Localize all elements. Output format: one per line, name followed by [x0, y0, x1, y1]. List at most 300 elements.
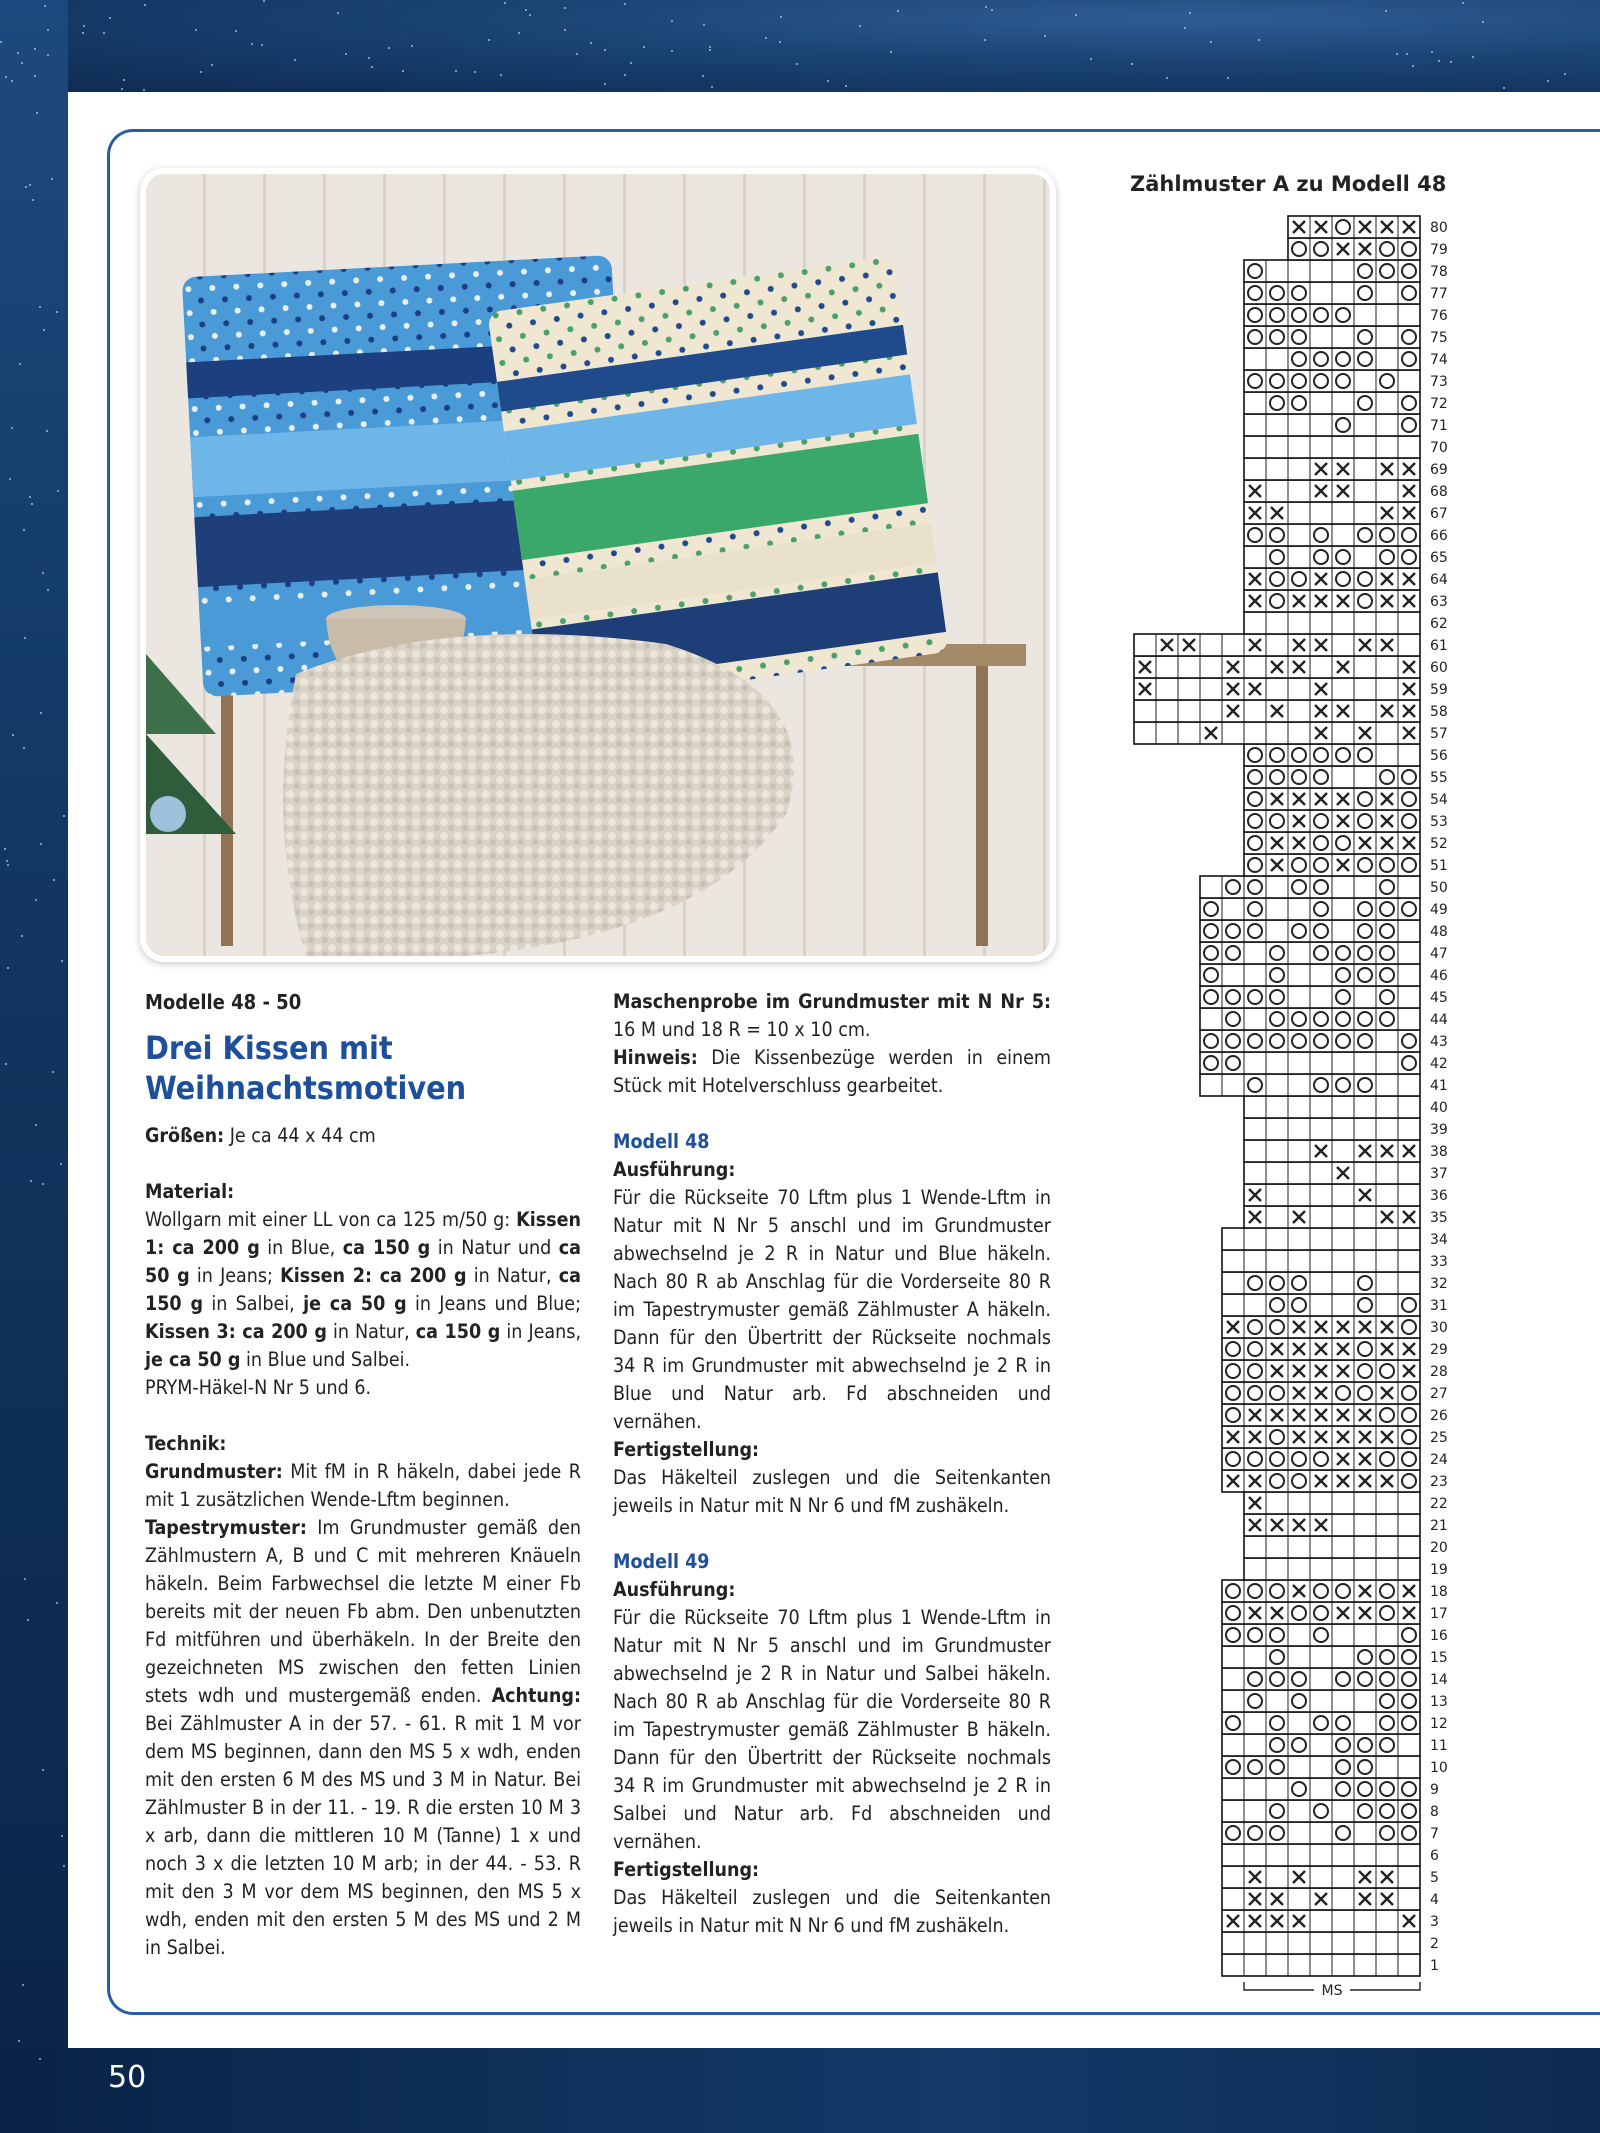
chart-row-number: 78: [1430, 264, 1448, 280]
background-left: [0, 0, 68, 2133]
chart-cell: [1288, 964, 1310, 986]
chart-cell: [1354, 1844, 1376, 1866]
chart-cell: [1288, 942, 1310, 964]
chart-cell: [1332, 1646, 1354, 1668]
chart-cell: [1376, 1030, 1398, 1052]
chart-cell: [1398, 744, 1420, 766]
chart-cell: [1398, 1008, 1420, 1030]
chart-row-number: 33: [1430, 1254, 1448, 1270]
ms-label: MS: [1321, 1983, 1343, 1999]
background-top: [0, 0, 1600, 92]
modell-49-heading: Modell 49: [613, 1550, 710, 1573]
modell-49-fertigstellung-label: Fertigstellung:: [613, 1858, 760, 1881]
chart-cell: [1288, 1800, 1310, 1822]
chart-cell: [1354, 1536, 1376, 1558]
chart-row-number: 66: [1430, 528, 1448, 544]
chart-cell: [1332, 1536, 1354, 1558]
chart-cell: [1354, 1250, 1376, 1272]
chart-row-number: 44: [1430, 1012, 1448, 1028]
chart-cell: [1222, 722, 1244, 744]
maschenprobe-paragraph: Maschenprobe im Grundmuster mit N Nr 5: 16 M und 18 R = 10 x 10 cm.: [613, 990, 1051, 1041]
chart-cell: [1266, 1228, 1288, 1250]
chart-cell: [1398, 1096, 1420, 1118]
chart-cell: [1332, 1954, 1354, 1976]
chart-cell: [1288, 700, 1310, 722]
chart-cell: [1376, 282, 1398, 304]
chart-cell: [1376, 1294, 1398, 1316]
chart-cell: [1244, 1932, 1266, 1954]
chart-cell: [1376, 1844, 1398, 1866]
chart-cell: [1288, 1052, 1310, 1074]
chart-cell: [1398, 876, 1420, 898]
chart-cell: [1178, 700, 1200, 722]
chart-cell: [1288, 436, 1310, 458]
chart-cell: [1266, 920, 1288, 942]
chart-cell: [1266, 1162, 1288, 1184]
chart-cell: [1376, 1954, 1398, 1976]
chart-cell: [1266, 1954, 1288, 1976]
chart-cell: [1178, 678, 1200, 700]
chart-cell: [1398, 1734, 1420, 1756]
chart-cell: [1398, 612, 1420, 634]
chart-cell: [1222, 1734, 1244, 1756]
chart-row-number: 59: [1430, 682, 1448, 698]
chart-cell: [1288, 1646, 1310, 1668]
chart-cell: [1288, 1250, 1310, 1272]
chart-cell: [1288, 414, 1310, 436]
chart-cell: [1332, 260, 1354, 282]
chart-cell: [1244, 656, 1266, 678]
chart-cell: [1398, 1558, 1420, 1580]
chart-cell: [1310, 1162, 1332, 1184]
chart-cell: [1288, 1624, 1310, 1646]
chart-cell: [1288, 1756, 1310, 1778]
chart-cell: [1310, 392, 1332, 414]
chart-cell: [1398, 1228, 1420, 1250]
modell-48-ausfuehrung-label: Ausführung:: [613, 1158, 736, 1181]
chart-cell: [1332, 1294, 1354, 1316]
title-line-1: Drei Kissen mit: [145, 1029, 393, 1067]
chart-cell: [1310, 1536, 1332, 1558]
chart-cell: [1222, 1668, 1244, 1690]
chart-cell: [1310, 1096, 1332, 1118]
chart-cell: [1376, 1228, 1398, 1250]
chart-cell: [1332, 524, 1354, 546]
chart-row-number: 80: [1430, 220, 1448, 236]
chart-cell: [1266, 480, 1288, 502]
chart-cell: [1310, 1118, 1332, 1140]
chart-row-number: 30: [1430, 1320, 1448, 1336]
chart-cell: [1310, 1294, 1332, 1316]
chart-row-number: 42: [1430, 1056, 1448, 1072]
chart-row-number: 14: [1430, 1672, 1448, 1688]
chart-cell: [1354, 370, 1376, 392]
chart-cell: [1354, 1712, 1376, 1734]
chart-cell: [1398, 1272, 1420, 1294]
chart-cell: [1376, 1932, 1398, 1954]
chart-cell: [1398, 370, 1420, 392]
chart-cell: [1288, 722, 1310, 744]
chart-cell: [1244, 1844, 1266, 1866]
chart-cell: [1376, 392, 1398, 414]
chart-cell: [1332, 1228, 1354, 1250]
chart-cell: [1332, 1052, 1354, 1074]
chart-cell: [1310, 1756, 1332, 1778]
chart-cell: [1266, 1558, 1288, 1580]
chart-cell: [1376, 414, 1398, 436]
chart-row-number: 39: [1430, 1122, 1448, 1138]
chart-cell: [1244, 1536, 1266, 1558]
chart-cell: [1332, 678, 1354, 700]
chart-cell: [1266, 1118, 1288, 1140]
chart-cell: [1222, 634, 1244, 656]
chart-row-number: 8: [1430, 1804, 1439, 1820]
chart-row-number: 7: [1430, 1826, 1439, 1842]
chart-cell: [1398, 1118, 1420, 1140]
chart-cell: [1398, 986, 1420, 1008]
chart-cell: [1222, 1844, 1244, 1866]
technik-label: Technik:: [145, 1432, 227, 1455]
chart-cell: [1266, 260, 1288, 282]
chart-cell: [1332, 502, 1354, 524]
chart-cell: [1244, 1140, 1266, 1162]
chart-cell: [1134, 722, 1156, 744]
chart-cell: [1332, 920, 1354, 942]
chart-row-number: 64: [1430, 572, 1448, 588]
chart-row-number: 28: [1430, 1364, 1448, 1380]
chart-cell: [1288, 1822, 1310, 1844]
chart-cell: [1288, 1140, 1310, 1162]
chart-cell: [1134, 634, 1156, 656]
chart-cell: [1288, 480, 1310, 502]
chart-cell: [1332, 1184, 1354, 1206]
chart-cell: [1354, 656, 1376, 678]
chart-cell: [1310, 1668, 1332, 1690]
chart-cell: [1310, 1778, 1332, 1800]
chart-cell: [1288, 1492, 1310, 1514]
chart-cell: [1244, 700, 1266, 722]
chart-cell: [1398, 634, 1420, 656]
chart-cell: [1222, 1778, 1244, 1800]
chart-cell: [1310, 326, 1332, 348]
chart-cell: [1310, 656, 1332, 678]
modell-49-ausfuehrung-label: Ausführung:: [613, 1578, 736, 1601]
chart-row-number: 20: [1430, 1540, 1448, 1556]
chart-cell: [1354, 1690, 1376, 1712]
chart-cell: [1376, 744, 1398, 766]
chart-cell: [1376, 1052, 1398, 1074]
chart-row-number: 69: [1430, 462, 1448, 478]
background-bottom: [0, 2048, 1600, 2133]
chart-row-number: 49: [1430, 902, 1448, 918]
chart-cell: [1376, 1162, 1398, 1184]
chart-cell: [1222, 898, 1244, 920]
chart-cell: [1354, 612, 1376, 634]
chart-row-number: 73: [1430, 374, 1448, 390]
chart-cell: [1354, 1910, 1376, 1932]
chart-row-number: 34: [1430, 1232, 1448, 1248]
chart-row-number: 38: [1430, 1144, 1448, 1160]
chart-cell: [1310, 282, 1332, 304]
chart-row-number: 9: [1430, 1782, 1439, 1798]
chart-cell: [1222, 1646, 1244, 1668]
chart-cell: [1376, 1910, 1398, 1932]
chart-cell: [1288, 986, 1310, 1008]
chart-cell: [1354, 1514, 1376, 1536]
chart-cell: [1222, 1866, 1244, 1888]
chart-cell: [1376, 1624, 1398, 1646]
hinweis-paragraph: Hinweis: Die Kissenbezüge werden in einem Stück mit Hotelverschluss gearbeitet.: [613, 1046, 1051, 1097]
chart-cell: [1332, 876, 1354, 898]
title-line-2: Weihnachtsmotiven: [145, 1069, 467, 1107]
chart-cell: [1310, 1250, 1332, 1272]
chart-row-number: 63: [1430, 594, 1448, 610]
chart-row-number: 21: [1430, 1518, 1448, 1534]
chart-cell: [1310, 964, 1332, 986]
chart-cell: [1288, 1844, 1310, 1866]
chart-row-number: 65: [1430, 550, 1448, 566]
chart-cell: [1310, 986, 1332, 1008]
chart-cell: [1200, 634, 1222, 656]
chart-cell: [1288, 898, 1310, 920]
chart-cell: [1332, 1118, 1354, 1140]
chart-cell: [1332, 722, 1354, 744]
chart-cell: [1354, 502, 1376, 524]
chart-cell: [1266, 348, 1288, 370]
chart-row-number: 68: [1430, 484, 1448, 500]
chart-cell: [1332, 1910, 1354, 1932]
chart-cell: [1310, 502, 1332, 524]
chart-cell: [1332, 326, 1354, 348]
chart-cell: [1288, 524, 1310, 546]
chart-cell: [1222, 1074, 1244, 1096]
material-label: Material:: [145, 1180, 235, 1203]
chart-cell: [1244, 1118, 1266, 1140]
chart-cell: [1376, 722, 1398, 744]
chart-cell: [1288, 1162, 1310, 1184]
chart-row-number: 60: [1430, 660, 1448, 676]
chart-cell: [1376, 1272, 1398, 1294]
chart-cell: [1244, 1250, 1266, 1272]
chart-cell: [1200, 876, 1222, 898]
modell-49-ausfuehrung-text: Für die Rückseite 70 Lftm plus 1 Wende-Lftm in Natur mit N Nr 5 anschl und im Grundmuster abwechselnd je 2 R in Natur und Salbei häkeln. Nach 80 R ab Anschlag für die Vorderseite 80 R im Tapestrymuster gemäß Zählmuster B häkeln. Dann für den Übertritt der Rückseite nochmals 34 R im Grundmuster mit abwechselnd je 2 R in Salbei und Natur arb. Fd abschneiden und vernähen.: [613, 1606, 1051, 1853]
chart-row-number: 3: [1430, 1914, 1439, 1930]
chart-cell: [1244, 964, 1266, 986]
chart-row-number: 17: [1430, 1606, 1448, 1622]
chart-cell: [1310, 1910, 1332, 1932]
chart-cell: [1222, 1272, 1244, 1294]
chart-cell: [1354, 1096, 1376, 1118]
chart-cell: [1398, 1536, 1420, 1558]
chart-cell: [1376, 348, 1398, 370]
chart-cell: [1244, 1162, 1266, 1184]
chart-cell: [1244, 722, 1266, 744]
chart-cell: [1376, 656, 1398, 678]
chart-cell: [1354, 1052, 1376, 1074]
chart-cell: [1376, 1184, 1398, 1206]
chart-cell: [1288, 1558, 1310, 1580]
chart-cell: [1398, 1756, 1420, 1778]
chart-row-number: 55: [1430, 770, 1448, 786]
chart-row-number: 27: [1430, 1386, 1448, 1402]
chart-cell: [1244, 1778, 1266, 1800]
chart-cell: [1266, 876, 1288, 898]
chart-cell: [1332, 766, 1354, 788]
chart-row-number: 2: [1430, 1936, 1439, 1952]
chart-cell: [1376, 678, 1398, 700]
chart-cell: [1310, 1954, 1332, 1976]
chart-cell: [1244, 546, 1266, 568]
chart-cell: [1266, 1184, 1288, 1206]
chart-row-number: 47: [1430, 946, 1448, 962]
chart-cell: [1354, 678, 1376, 700]
chart-cell: [1310, 612, 1332, 634]
chart-cell: [1332, 1932, 1354, 1954]
chart-cell: [1288, 1712, 1310, 1734]
chart-cell: [1222, 1932, 1244, 1954]
chart-title: Zählmuster A zu Modell 48: [1130, 172, 1447, 196]
chart-cell: [1266, 414, 1288, 436]
chart-row-number: 58: [1430, 704, 1448, 720]
chart-cell: [1376, 1536, 1398, 1558]
chart-cell: [1288, 1096, 1310, 1118]
chart-row-number: 32: [1430, 1276, 1448, 1292]
chart-row-number: 15: [1430, 1650, 1448, 1666]
chart-cell: [1354, 1162, 1376, 1184]
chart-row-number: 75: [1430, 330, 1448, 346]
chart-row-number: 25: [1430, 1430, 1448, 1446]
chart-cell: [1288, 1932, 1310, 1954]
chart-cell: [1310, 1932, 1332, 1954]
chart-cell: [1310, 1844, 1332, 1866]
chart-cell: [1354, 766, 1376, 788]
chart-cell: [1332, 1250, 1354, 1272]
chart-row-number: 4: [1430, 1892, 1439, 1908]
chart-cell: [1332, 612, 1354, 634]
grundmuster-paragraph: Grundmuster: Mit fM in R häkeln, dabei jede R mit 1 zusätzlichen Wende-Lftm beginnen.: [145, 1460, 581, 1511]
chart-cell: [1156, 722, 1178, 744]
chart-cell: [1398, 942, 1420, 964]
chart-cell: [1288, 458, 1310, 480]
chart-cell: [1288, 260, 1310, 282]
chart-cell: [1398, 1844, 1420, 1866]
chart-cell: [1266, 1866, 1288, 1888]
chart-cell: [1222, 1690, 1244, 1712]
chart-cell: [1266, 1074, 1288, 1096]
chart-cell: [1398, 1954, 1420, 1976]
chart-cell: [1244, 392, 1266, 414]
chart-row-number: 50: [1430, 880, 1448, 896]
chart-cell: [1354, 700, 1376, 722]
chart-row-number: 41: [1430, 1078, 1448, 1094]
chart-row-number: 40: [1430, 1100, 1448, 1116]
chart-cell: [1354, 304, 1376, 326]
chart-cell: [1376, 304, 1398, 326]
chart-cell: [1288, 546, 1310, 568]
chart-cell: [1200, 678, 1222, 700]
chart-cell: [1288, 612, 1310, 634]
chart-row-number: 29: [1430, 1342, 1448, 1358]
chart-cell: [1200, 656, 1222, 678]
chart-cell: [1222, 1250, 1244, 1272]
chart-cell: [1354, 876, 1376, 898]
chart-row-number: 26: [1430, 1408, 1448, 1424]
chart-cell: [1288, 1536, 1310, 1558]
chart-cell: [1266, 678, 1288, 700]
chart-cell: [1244, 348, 1266, 370]
chart-row-number: 77: [1430, 286, 1448, 302]
modell-48-fertigstellung-label: Fertigstellung:: [613, 1438, 760, 1461]
chart-cell: [1244, 1734, 1266, 1756]
chart-cell: [1310, 1272, 1332, 1294]
chart-cell: [1288, 1888, 1310, 1910]
chart-cell: [1398, 1932, 1420, 1954]
chart-cell: [1310, 1822, 1332, 1844]
chart-row-number: 54: [1430, 792, 1448, 808]
chart-row-number: 18: [1430, 1584, 1448, 1600]
chart-cell: [1244, 1712, 1266, 1734]
chart-cell: [1398, 964, 1420, 986]
chart-row-number: 51: [1430, 858, 1448, 874]
chart-cell: [1332, 1624, 1354, 1646]
chart-cell: [1332, 282, 1354, 304]
chart-cell: [1376, 1250, 1398, 1272]
chart-cell: [1266, 1690, 1288, 1712]
chart-cell: [1244, 612, 1266, 634]
chart-cell: [1244, 1646, 1266, 1668]
chart-cell: [1376, 612, 1398, 634]
chart-cell: [1376, 1074, 1398, 1096]
chart-cell: [1310, 1052, 1332, 1074]
modell-49-fertigstellung-text: Das Häkelteil zuslegen und die Seitenkanten jeweils in Natur mit N Nr 6 und fM zushäkeln.: [613, 1886, 1051, 1937]
chart-cell: [1332, 1140, 1354, 1162]
modell-48-fertigstellung-text: Das Häkelteil zuslegen und die Seitenkanten jeweils in Natur mit N Nr 6 und fM zushäkeln.: [613, 1466, 1051, 1517]
chart-cell: [1244, 1008, 1266, 1030]
chart-cell: [1310, 1690, 1332, 1712]
chart-cell: [1398, 1184, 1420, 1206]
chart-cell: [1288, 502, 1310, 524]
chart-cell: [1244, 1052, 1266, 1074]
chart-cell: [1244, 1294, 1266, 1316]
chart-cell: [1178, 722, 1200, 744]
tapestry-paragraph: Tapestrymuster: Im Grundmuster gemäß den Zählmustern A, B und C mit mehreren Knäueln häkeln. Beim Farbwechsel die letzte M einer Fb bereits mit der neuen Fb abm. Den unbenutzten Fd mitführen und überhäkeln. In der Breite den gezeichneten MS zwischen den fetten Linien stets wdh und mustergemäß enden. Achtung: Bei Zählmuster A in der 57. - 61. R mit 1 M vor dem MS beginnen, dann den MS 5 x wdh, enden mit den ersten 6 M des MS und 3 M in Natur. Bei Zählmuster B in der 11. - 19. R die ersten 10 M 3 x arb, dann die mittleren 10 M (Tanne) 1 x und noch 3 x die letzten 10 M arb; in der 44. - 53. R mit den 3 M vor dem MS beginnen, den MS 5 x wdh, enden mit den ersten 5 M des MS und 2 M in Salbei.: [145, 1516, 581, 1959]
chart-cell: [1310, 1646, 1332, 1668]
chart-row-number: 36: [1430, 1188, 1448, 1204]
chart-row-number: 31: [1430, 1298, 1448, 1314]
chart-cell: [1288, 678, 1310, 700]
chart-cell: [1354, 1118, 1376, 1140]
cushion-photo: [146, 174, 1050, 956]
chart-cell: [1266, 1844, 1288, 1866]
chart-row-number: 79: [1430, 242, 1448, 258]
chart-cell: [1244, 1558, 1266, 1580]
chart-row-number: 76: [1430, 308, 1448, 324]
chart-cell: [1266, 436, 1288, 458]
chart-cell: [1376, 480, 1398, 502]
chart-cell: [1376, 326, 1398, 348]
chart-cell: [1354, 546, 1376, 568]
chart-cell: [1310, 1206, 1332, 1228]
chart-cell: [1288, 1184, 1310, 1206]
chart-cell: [1354, 1492, 1376, 1514]
chart-cell: [1376, 1558, 1398, 1580]
chart-cell: [1354, 1822, 1376, 1844]
chart-row-number: 74: [1430, 352, 1448, 368]
chart-cell: [1156, 700, 1178, 722]
chart-cell: [1332, 1844, 1354, 1866]
chart-cell: [1288, 1228, 1310, 1250]
chart-row-number: 46: [1430, 968, 1448, 984]
